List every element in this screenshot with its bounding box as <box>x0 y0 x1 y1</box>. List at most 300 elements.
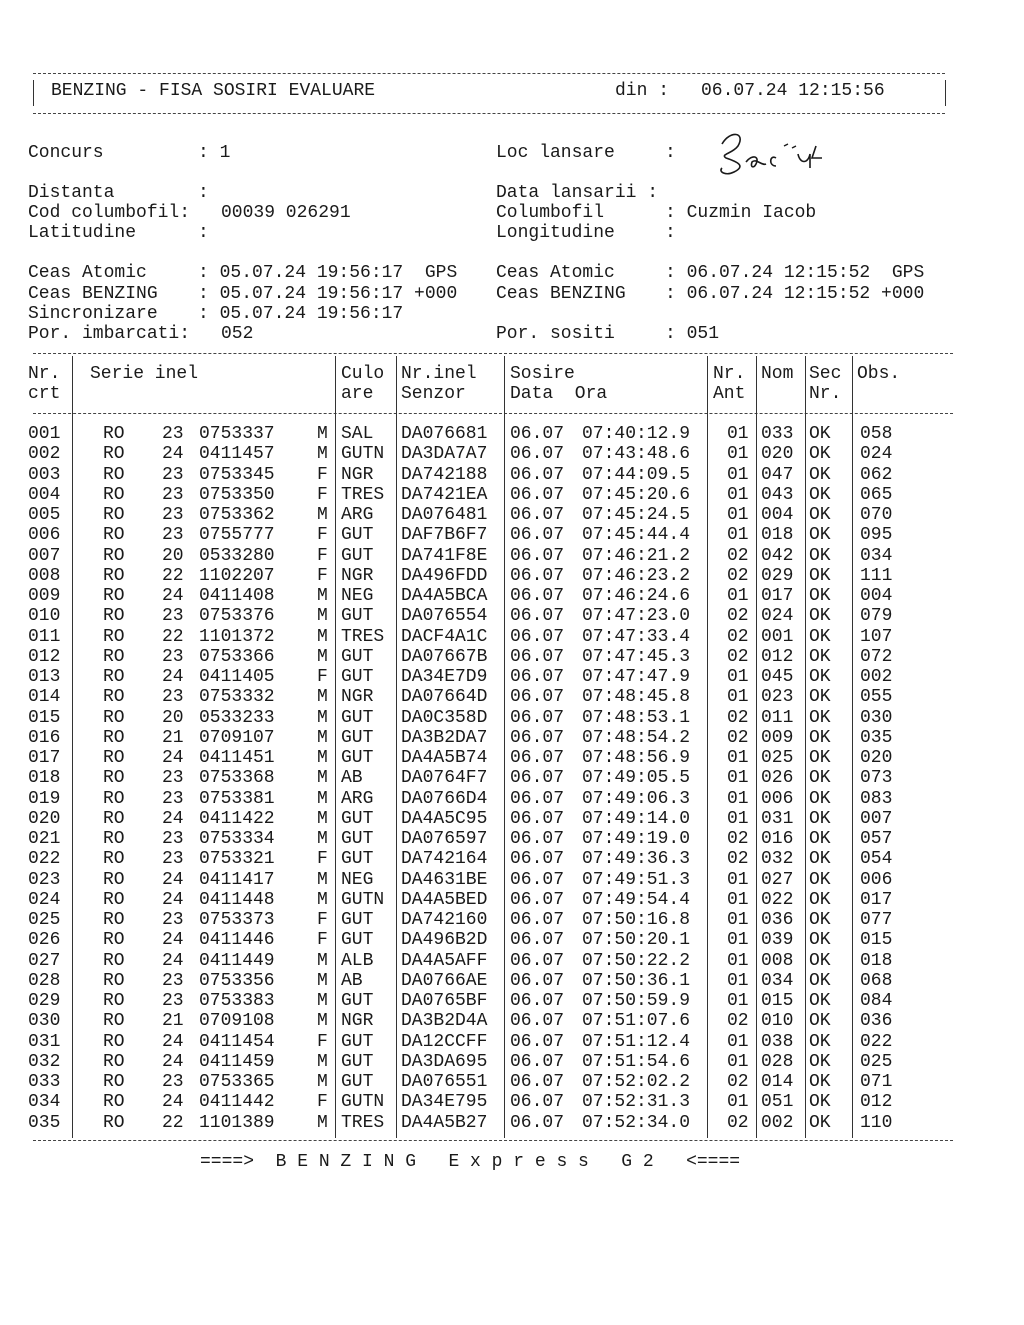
cell-senzor: DA496FDD <box>401 565 488 586</box>
cell-inel: 0753373 <box>199 910 275 930</box>
cell-sec: OK <box>809 707 831 728</box>
cell-data: 06.07 <box>510 626 565 647</box>
cell-an: 24 <box>162 1051 184 1072</box>
cell-ant: 02 <box>727 707 749 728</box>
cell-sex: M <box>317 970 328 991</box>
cell-nr: 019 <box>28 788 61 809</box>
cell-nr: 014 <box>28 687 61 708</box>
cell-data: 06.07 <box>510 727 565 748</box>
cell-senzor: DA07664D <box>401 687 488 708</box>
cell-senzor: DA0765BF <box>401 991 488 1011</box>
cell-ora: 07:48:56.9 <box>582 748 691 768</box>
cell-an: 24 <box>162 667 184 687</box>
cell-an: 22 <box>162 1112 184 1133</box>
cell-sex: M <box>317 889 328 910</box>
cell-tara: RO <box>103 565 125 586</box>
cell-sec: OK <box>809 424 831 444</box>
longitudine-label: Longitudine <box>496 223 615 243</box>
cell-culoare: GUTN <box>341 889 385 910</box>
cell-ora: 07:51:07.6 <box>582 1011 691 1032</box>
cell-nom: 009 <box>761 727 794 748</box>
cell-ora: 07:50:59.9 <box>582 991 691 1011</box>
cell-nr: 013 <box>28 667 61 687</box>
cell-sex: M <box>317 1051 328 1072</box>
cell-nr: 007 <box>28 545 61 566</box>
cell-sec: OK <box>809 910 831 930</box>
concurs-label: Concurs <box>28 143 104 163</box>
cell-sec: OK <box>809 1092 831 1113</box>
cell-inel: 0753381 <box>199 788 275 809</box>
cell-inel: 0411449 <box>199 950 275 971</box>
cell-sec: OK <box>809 808 831 829</box>
cell-ora: 07:46:21.2 <box>582 545 691 566</box>
cell-culoare: ARG <box>341 505 374 525</box>
cell-sec: OK <box>809 1072 831 1092</box>
cell-nom: 020 <box>761 444 794 465</box>
cell-ora: 07:51:12.4 <box>582 1031 691 1052</box>
cell-culoare: NGR <box>341 687 374 708</box>
cell-nr: 026 <box>28 930 61 951</box>
cell-an: 24 <box>162 930 184 951</box>
cell-culoare: ARG <box>341 788 374 809</box>
cell-nom: 022 <box>761 889 794 910</box>
cell-nr: 022 <box>28 849 61 870</box>
cell-obs: 018 <box>860 950 893 971</box>
cell-ant: 02 <box>727 829 749 849</box>
cell-senzor: DA0C358D <box>401 707 488 728</box>
cell-sec: OK <box>809 748 831 768</box>
columbofil-value: : Cuzmin Iacob <box>665 203 817 223</box>
cell-data: 06.07 <box>510 586 565 606</box>
cell-tara: RO <box>103 727 125 748</box>
cell-ora: 07:49:36.3 <box>582 849 691 870</box>
cell-an: 24 <box>162 950 184 971</box>
cell-an: 23 <box>162 525 184 546</box>
header-left-border <box>33 80 34 106</box>
cell-inel: 1101372 <box>199 626 275 647</box>
ceas-benzing-value: : 05.07.24 19:56:17 +000 <box>198 284 458 304</box>
cell-senzor: DACF4A1C <box>401 626 488 647</box>
cell-nr: 011 <box>28 626 61 647</box>
cell-tara: RO <box>103 910 125 930</box>
cell-an: 23 <box>162 829 184 849</box>
cell-sec: OK <box>809 829 831 849</box>
cell-obs: 004 <box>860 586 893 606</box>
cell-obs: 068 <box>860 970 893 991</box>
cell-obs: 007 <box>860 808 893 829</box>
cell-culoare: GUT <box>341 748 374 768</box>
cell-an: 23 <box>162 505 184 525</box>
handwritten-signature <box>712 124 832 180</box>
cell-nom: 029 <box>761 565 794 586</box>
header-bottom-border <box>33 113 945 114</box>
cell-an: 23 <box>162 687 184 708</box>
cell-inel: 0411446 <box>199 930 275 951</box>
cell-culoare: GUT <box>341 606 374 627</box>
cell-inel: 0753356 <box>199 970 275 991</box>
cell-ora: 07:49:19.0 <box>582 829 691 849</box>
cell-culoare: GUTN <box>341 1092 385 1113</box>
cell-obs: 083 <box>860 788 893 809</box>
cell-sec: OK <box>809 687 831 708</box>
cell-ora: 07:49:06.3 <box>582 788 691 809</box>
cell-ora: 07:48:45.8 <box>582 687 691 708</box>
cell-nr: 016 <box>28 727 61 748</box>
cell-nr: 024 <box>28 889 61 910</box>
cell-nom: 010 <box>761 1011 794 1032</box>
cell-nom: 047 <box>761 464 794 485</box>
cell-sex: M <box>317 707 328 728</box>
cell-sex: M <box>317 424 328 444</box>
cell-tara: RO <box>103 444 125 465</box>
cell-nom: 043 <box>761 484 794 505</box>
cell-ora: 07:45:24.5 <box>582 505 691 525</box>
cell-sex: F <box>317 910 328 930</box>
cell-sex: F <box>317 565 328 586</box>
cell-nom: 042 <box>761 545 794 566</box>
cell-senzor: DA7421EA <box>401 484 488 505</box>
cell-culoare: TRES <box>341 1112 385 1133</box>
cell-data: 06.07 <box>510 748 565 768</box>
cell-obs: 054 <box>860 849 893 870</box>
cell-sec: OK <box>809 545 831 566</box>
report-title: BENZING - FISA SOSIRI EVALUARE <box>51 81 376 101</box>
cell-ant: 01 <box>727 586 749 606</box>
cell-nom: 023 <box>761 687 794 708</box>
cell-obs: 070 <box>860 505 893 525</box>
cell-inel: 0753362 <box>199 505 275 525</box>
cell-obs: 111 <box>860 565 893 586</box>
din-value: 06.07.24 12:15:56 <box>701 81 885 101</box>
cell-sex: M <box>317 646 328 667</box>
header-obs: Obs. <box>857 364 901 384</box>
cell-culoare: AB <box>341 768 363 789</box>
cell-nr: 005 <box>28 505 61 525</box>
cell-culoare: NGR <box>341 565 374 586</box>
cell-ant: 01 <box>727 444 749 465</box>
cell-obs: 020 <box>860 748 893 768</box>
cell-obs: 077 <box>860 910 893 930</box>
cell-obs: 012 <box>860 1092 893 1113</box>
cell-nom: 016 <box>761 829 794 849</box>
cell-culoare: GUT <box>341 829 374 849</box>
cell-an: 24 <box>162 869 184 890</box>
cell-sex: M <box>317 869 328 890</box>
cell-data: 06.07 <box>510 464 565 485</box>
cell-nom: 028 <box>761 1051 794 1072</box>
cell-tara: RO <box>103 1031 125 1052</box>
cell-inel: 0411454 <box>199 1031 275 1052</box>
cell-an: 23 <box>162 849 184 870</box>
cell-ant: 01 <box>727 687 749 708</box>
cell-an: 23 <box>162 768 184 789</box>
cell-data: 06.07 <box>510 1072 565 1092</box>
cell-obs: 035 <box>860 727 893 748</box>
cell-ora: 07:49:14.0 <box>582 808 691 829</box>
cell-data: 06.07 <box>510 505 565 525</box>
cell-sex: M <box>317 626 328 647</box>
cell-tara: RO <box>103 1112 125 1133</box>
header-data-ora: Data Ora <box>510 384 608 404</box>
cell-data: 06.07 <box>510 808 565 829</box>
cell-culoare: GUT <box>341 930 374 951</box>
cell-nr: 002 <box>28 444 61 465</box>
cell-culoare: GUT <box>341 727 374 748</box>
cell-data: 06.07 <box>510 1051 565 1072</box>
cell-senzor: DA4631BE <box>401 869 488 890</box>
cell-data: 06.07 <box>510 687 565 708</box>
cell-ant: 01 <box>727 930 749 951</box>
header-right-border <box>945 80 946 106</box>
header-crt: crt <box>28 384 61 404</box>
cell-nom: 034 <box>761 970 794 991</box>
cell-ant: 02 <box>727 626 749 647</box>
table-bottom-border <box>33 1140 953 1141</box>
cell-sec: OK <box>809 1011 831 1032</box>
cell-an: 20 <box>162 707 184 728</box>
cell-inel: 0753345 <box>199 464 275 485</box>
cell-nr: 015 <box>28 707 61 728</box>
cell-inel: 1102207 <box>199 565 275 586</box>
cell-tara: RO <box>103 950 125 971</box>
cell-senzor: DA4A5BCA <box>401 586 488 606</box>
cell-an: 24 <box>162 808 184 829</box>
cell-data: 06.07 <box>510 829 565 849</box>
cell-an: 24 <box>162 1092 184 1113</box>
cell-ora: 07:49:54.4 <box>582 889 691 910</box>
cell-obs: 058 <box>860 424 893 444</box>
cell-senzor: DA741F8E <box>401 545 488 566</box>
cell-ora: 07:49:05.5 <box>582 768 691 789</box>
cell-senzor: DA076597 <box>401 829 488 849</box>
cell-tara: RO <box>103 667 125 687</box>
cell-senzor: DA3B2DA7 <box>401 727 488 748</box>
cell-ant: 01 <box>727 970 749 991</box>
cell-senzor: DA34E7D9 <box>401 667 488 687</box>
cell-ora: 07:46:24.6 <box>582 586 691 606</box>
cell-obs: 025 <box>860 1051 893 1072</box>
cell-nr: 028 <box>28 970 61 991</box>
cell-sec: OK <box>809 930 831 951</box>
col-divider-senzor <box>504 356 505 1138</box>
cell-sex: F <box>317 849 328 870</box>
cell-an: 23 <box>162 606 184 627</box>
cell-senzor: DA742160 <box>401 910 488 930</box>
sincronizare-value: : 05.07.24 19:56:17 <box>198 304 404 324</box>
cell-sec: OK <box>809 565 831 586</box>
cell-obs: 006 <box>860 869 893 890</box>
cell-data: 06.07 <box>510 545 565 566</box>
cell-nr: 006 <box>28 525 61 546</box>
cell-sex: M <box>317 788 328 809</box>
cell-an: 21 <box>162 1011 184 1032</box>
cell-tara: RO <box>103 646 125 667</box>
cell-an: 23 <box>162 464 184 485</box>
cell-ant: 01 <box>727 1051 749 1072</box>
cell-ora: 07:50:36.1 <box>582 970 691 991</box>
cell-nr: 001 <box>28 424 61 444</box>
cell-culoare: GUT <box>341 1051 374 1072</box>
cell-inel: 0411417 <box>199 869 275 890</box>
cell-tara: RO <box>103 1051 125 1072</box>
cell-sex: M <box>317 727 328 748</box>
cell-data: 06.07 <box>510 991 565 1011</box>
cell-culoare: NEG <box>341 869 374 890</box>
cell-nom: 025 <box>761 748 794 768</box>
cell-an: 23 <box>162 484 184 505</box>
cell-ant: 02 <box>727 646 749 667</box>
cell-obs: 084 <box>860 991 893 1011</box>
cell-nom: 031 <box>761 808 794 829</box>
latitudine-value: : <box>198 223 209 243</box>
cell-sec: OK <box>809 1031 831 1052</box>
cell-ant: 02 <box>727 545 749 566</box>
cell-ant: 02 <box>727 1072 749 1092</box>
cell-sec: OK <box>809 484 831 505</box>
cell-data: 06.07 <box>510 788 565 809</box>
cell-an: 23 <box>162 424 184 444</box>
cell-inel: 0411442 <box>199 1092 275 1113</box>
cell-nr: 012 <box>28 646 61 667</box>
cell-tara: RO <box>103 849 125 870</box>
header-ant: Ant <box>713 384 746 404</box>
header-top-border <box>33 73 945 74</box>
ceas-atomic-label: Ceas Atomic <box>28 263 147 283</box>
cell-data: 06.07 <box>510 889 565 910</box>
cell-an: 23 <box>162 970 184 991</box>
distanta-label: Distanta <box>28 183 115 203</box>
cell-sec: OK <box>809 626 831 647</box>
cell-nom: 001 <box>761 626 794 647</box>
cell-ant: 02 <box>727 849 749 870</box>
header-nom: Nom <box>761 364 794 384</box>
cell-senzor: DA3DA695 <box>401 1051 488 1072</box>
cell-senzor: DA4A5BED <box>401 889 488 910</box>
cell-sec: OK <box>809 991 831 1011</box>
cell-senzor: DA742188 <box>401 464 488 485</box>
cell-culoare: GUT <box>341 991 374 1011</box>
cell-obs: 057 <box>860 829 893 849</box>
cell-ora: 07:51:54.6 <box>582 1051 691 1072</box>
cell-sex: F <box>317 525 328 546</box>
cell-senzor: DA076554 <box>401 606 488 627</box>
cell-data: 06.07 <box>510 444 565 465</box>
cell-ant: 01 <box>727 424 749 444</box>
columbofil-label: Columbofil <box>496 203 605 223</box>
cell-tara: RO <box>103 626 125 647</box>
cell-culoare: GUT <box>341 1031 374 1052</box>
col-divider-culoare <box>396 356 397 1138</box>
cell-sec: OK <box>809 667 831 687</box>
col-divider-sec <box>852 356 853 1138</box>
cell-nom: 002 <box>761 1112 794 1133</box>
ceas-atomic-right-label: Ceas Atomic <box>496 263 615 283</box>
cell-ora: 07:49:51.3 <box>582 869 691 890</box>
cell-sec: OK <box>809 727 831 748</box>
cell-inel: 0533233 <box>199 707 275 728</box>
cell-inel: 0411408 <box>199 586 275 606</box>
cell-an: 24 <box>162 1031 184 1052</box>
cell-nom: 011 <box>761 707 794 728</box>
cell-senzor: DA07667B <box>401 646 488 667</box>
cell-obs: 110 <box>860 1112 893 1133</box>
cell-ant: 01 <box>727 768 749 789</box>
cell-tara: RO <box>103 1092 125 1113</box>
cell-data: 06.07 <box>510 525 565 546</box>
table-top-border <box>33 353 953 354</box>
cell-data: 06.07 <box>510 970 565 991</box>
header-nr-ant: Nr. <box>713 364 746 384</box>
cell-ora: 07:46:23.2 <box>582 565 691 586</box>
cell-culoare: TRES <box>341 484 385 505</box>
cell-sex: M <box>317 768 328 789</box>
header-sec-nr: Nr. <box>809 384 842 404</box>
cell-sex: M <box>317 808 328 829</box>
cell-data: 06.07 <box>510 484 565 505</box>
distanta-value: : <box>198 183 209 203</box>
header-senzor: Senzor <box>401 384 466 404</box>
cell-sex: M <box>317 1112 328 1133</box>
cell-tara: RO <box>103 424 125 444</box>
cell-sec: OK <box>809 950 831 971</box>
cell-sex: M <box>317 606 328 627</box>
cell-ora: 07:52:31.3 <box>582 1092 691 1113</box>
cell-nom: 004 <box>761 505 794 525</box>
cell-inel: 0753321 <box>199 849 275 870</box>
ceas-benzing-right-label: Ceas BENZING <box>496 284 626 304</box>
cell-nr: 008 <box>28 565 61 586</box>
cell-senzor: DA4A5B27 <box>401 1112 488 1133</box>
cell-nr: 023 <box>28 869 61 890</box>
cell-culoare: GUT <box>341 707 374 728</box>
cell-inel: 0753332 <box>199 687 275 708</box>
cell-data: 06.07 <box>510 930 565 951</box>
cell-inel: 0709108 <box>199 1011 275 1032</box>
cell-tara: RO <box>103 808 125 829</box>
cell-ant: 02 <box>727 727 749 748</box>
cell-nom: 032 <box>761 849 794 870</box>
cell-tara: RO <box>103 707 125 728</box>
cell-sex: M <box>317 687 328 708</box>
cell-culoare: NGR <box>341 1011 374 1032</box>
cell-senzor: DA12CCFF <box>401 1031 488 1052</box>
cell-sex: M <box>317 505 328 525</box>
cell-an: 23 <box>162 646 184 667</box>
cell-tara: RO <box>103 1011 125 1032</box>
cell-senzor: DA0766D4 <box>401 788 488 809</box>
cell-ora: 07:45:20.6 <box>582 484 691 505</box>
porumbei-sositi-value: : 051 <box>665 324 720 344</box>
cell-sec: OK <box>809 869 831 890</box>
cell-inel: 0709107 <box>199 727 275 748</box>
cell-senzor: DA0764F7 <box>401 768 488 789</box>
col-divider-nr <box>72 356 73 1138</box>
cell-culoare: SAL <box>341 424 374 444</box>
cell-senzor: DA076681 <box>401 424 488 444</box>
cell-culoare: GUT <box>341 849 374 870</box>
cell-ant: 01 <box>727 869 749 890</box>
cell-obs: 017 <box>860 889 893 910</box>
cell-ora: 07:47:33.4 <box>582 626 691 647</box>
cell-nom: 033 <box>761 424 794 444</box>
cell-data: 06.07 <box>510 646 565 667</box>
cell-sec: OK <box>809 768 831 789</box>
header-sosire: Sosire <box>510 364 575 384</box>
cell-ant: 01 <box>727 1031 749 1052</box>
cell-sex: M <box>317 829 328 849</box>
cell-nom: 018 <box>761 525 794 546</box>
cell-senzor: DA4A5AFF <box>401 950 488 971</box>
